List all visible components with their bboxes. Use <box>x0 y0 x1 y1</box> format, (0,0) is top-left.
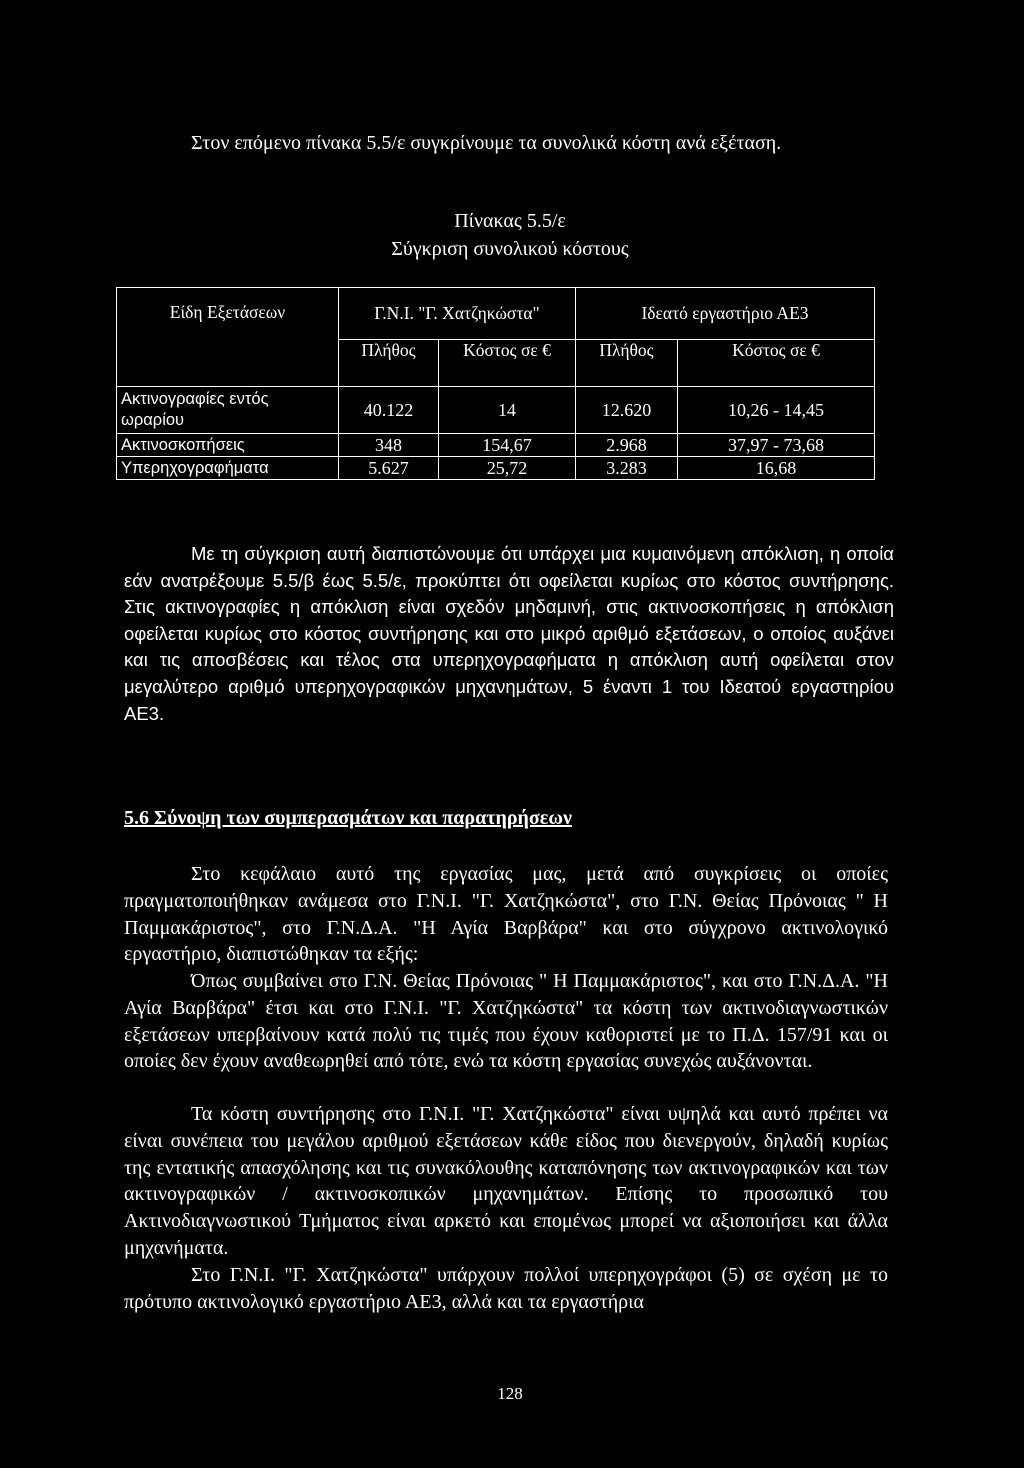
header-count-2: Πλήθος <box>576 339 678 386</box>
intro-paragraph: Στον επόμενο πίνακα 5.5/ε συγκρίνουμε τα συνολικά κόστη ανά εξέταση. <box>191 132 782 154</box>
row-cost-1: 25,72 <box>439 457 576 480</box>
row-cost-2: 16,68 <box>678 457 875 480</box>
header-ideal-lab-group: Ιδεατό εργαστήριο ΑΕ3 <box>576 288 875 340</box>
header-cost-1: Κόστος σε € <box>439 339 576 386</box>
header-count-1: Πλήθος <box>339 339 439 386</box>
header-hospital-group: Γ.Ν.Ι. "Γ. Χατζηκώστα" <box>339 288 576 340</box>
page-number: 128 <box>497 1384 523 1403</box>
row-cost-2: 10,26 - 14,45 <box>678 387 875 434</box>
row-count-2: 12.620 <box>576 387 678 434</box>
row-name: Ακτινοσκοπήσεις <box>117 434 339 457</box>
summary-paragraph-4: Στο Γ.Ν.Ι. "Γ. Χατζηκώστα" υπάρχουν πολλοί υπερηχογράφοι (5) σε σχέση με το πρότυπο ακτινολογικό εργαστήριο ΑΕ3, αλλά και τα εργαστήρια <box>124 1264 888 1313</box>
section-heading: 5.6 Σύνοψη των συμπερασμάτων και παρατηρήσεων <box>124 807 572 829</box>
row-count-1: 348 <box>339 434 439 457</box>
row-count-2: 2.968 <box>576 434 678 457</box>
row-count-1: 40.122 <box>339 387 439 434</box>
row-name: Υπερηχογραφήματα <box>117 457 339 480</box>
row-cost-1: 14 <box>439 387 576 434</box>
row-name: Ακτινογραφίες εντός ωραρίου <box>117 387 339 434</box>
row-cost-1: 154,67 <box>439 434 576 457</box>
summary-paragraph-3: Τα κόστη συντήρησης στο Γ.Ν.Ι. "Γ. Χατζηκώστα" είναι υψηλά και αυτό πρέπει να είναι συνέπεια του μεγάλου αριθμού εξετάσεων κάθε είδος που διενεργούν, δηλαδή κυρίως της εντατικής απασχόλησης και τις συνακόλουθης καταπόνησης των ακτινογραφικών και των ακτινογραφικών / ακτινοσκοπικών μηχανημάτων. Επίσης το προσωπικό του Ακτινοδιαγνωστικού Τμήματος είναι αρκετό και επομένως μπορεί να αξιοποιήσει και άλλα μηχανήματα. <box>124 1103 888 1259</box>
table-row <box>117 457 875 480</box>
table-caption-title: Σύγκριση συνολικού κόστους <box>391 238 629 260</box>
table-row <box>117 387 875 434</box>
row-count-1: 5.627 <box>339 457 439 480</box>
header-exam-types: Είδη Εξετάσεων <box>117 288 339 387</box>
header-cost-2: Κόστος σε € <box>678 339 875 386</box>
table-caption-number: Πίνακας 5.5/ε <box>454 210 566 232</box>
row-cost-2: 37,97 - 73,68 <box>678 434 875 457</box>
summary-paragraph-1: Στο κεφάλαιο αυτό της εργασίας μας, μετά από συγκρίσεις οι οποίες πραγματοποιήθηκαν ανάμεσα στο Γ.Ν.Ι. "Γ. Χατζηκώστα", στο Γ.Ν. Θείας Πρόνοιας " Η Παμμακάριστος", στο Γ.Ν.Δ.Α. "Η Αγία Βαρβάρα" και στο σύγχρονο ακτινολογικό εργαστήριο, διαπιστώθηκαν τα εξής: <box>124 863 888 966</box>
row-count-2: 3.283 <box>576 457 678 480</box>
table-row <box>117 434 875 457</box>
summary-paragraph-2: Όπως συμβαίνει στο Γ.Ν. Θείας Πρόνοιας " Η Παμμακάριστος", και στο Γ.Ν.Δ.Α. "Η Αγία Βαρβάρα" έτσι και στο Γ.Ν.Ι. "Γ. Χατζηκώστα" τα κόστη των ακτινοδιαγνωστικών εξετάσεων υπερβαίνουν κατά πολύ τις τιμές που έχουν καθοριστεί με το Π.Δ. 157/91 και οι οποίες δεν έχουν αναθεωρηθεί από τότε, ενώ τα κόστη εργασίας συνεχώς αυξάνονται. <box>124 970 888 1073</box>
comparison-paragraph: Με τη σύγκριση αυτή διαπιστώνουμε ότι υπάρχει μια κυμαινόμενη απόκλιση, η οποία εάν ανατρέξουμε 5.5/β έως 5.5/ε, προκύπτει ότι οφείλεται κυρίως στο κόστος συντήρησης. Στις ακτινογραφίες η απόκλιση είναι σχεδόν μηδαμινή, στις ακτινοσκοπήσεις η απόκλιση οφείλεται κυρίως στο κόστος συντήρησης και στο μικρό αριθμό εξετάσεων, ο οποίος αυξάνει και τις αποσβέσεις και τέλος στα υπερηχογραφήματα η απόκλιση αυτή οφείλεται στον μεγαλύτερο αριθμό υπερηχογραφικών μηχανημάτων, 5 έναντι 1 του Ιδεατού εργαστηρίου ΑΕ3. <box>124 543 894 724</box>
cost-comparison-table <box>116 287 875 480</box>
